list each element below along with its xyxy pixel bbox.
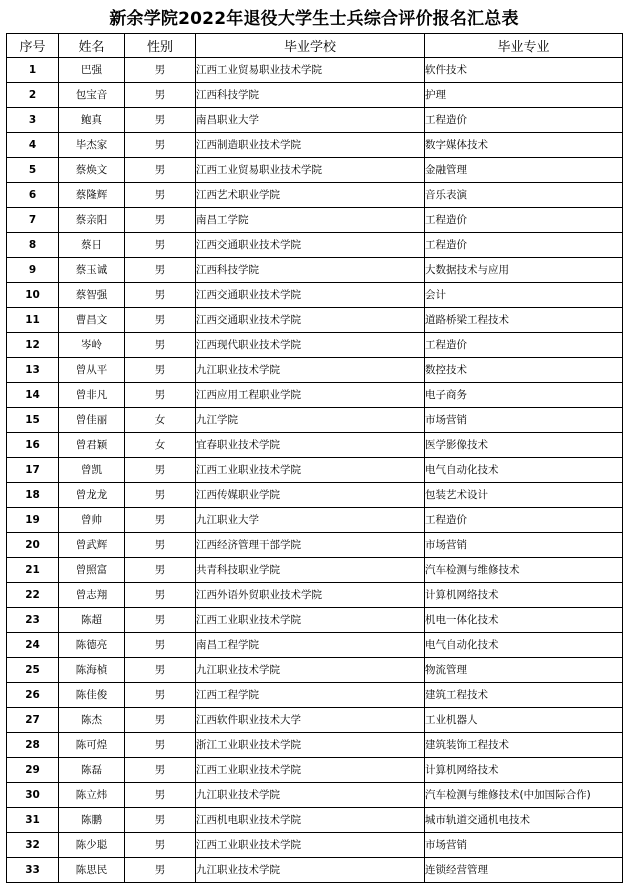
table-row: [7, 258, 623, 283]
cell-school: 江西经济管理干部学院: [196, 533, 425, 558]
cell-name: 陈杰: [59, 708, 125, 733]
table-row: [7, 408, 623, 433]
cell-sex: 男: [125, 483, 196, 508]
cell-major: 建筑装饰工程技术: [425, 733, 623, 758]
table-row: [7, 683, 623, 708]
cell-no: 23: [7, 608, 59, 633]
cell-sex: 男: [125, 58, 196, 83]
cell-no: 18: [7, 483, 59, 508]
cell-no: 19: [7, 508, 59, 533]
cell-no: 32: [7, 833, 59, 858]
table-row: [7, 808, 623, 833]
cell-school: 浙江工业职业技术学院: [196, 733, 425, 758]
cell-no: 11: [7, 308, 59, 333]
cell-sex: 男: [125, 583, 196, 608]
cell-no: 14: [7, 383, 59, 408]
cell-no: 21: [7, 558, 59, 583]
cell-no: 26: [7, 683, 59, 708]
cell-school: 九江职业技术学院: [196, 858, 425, 883]
cell-school: 江西艺术职业学院: [196, 183, 425, 208]
cell-major: 工程造价: [425, 208, 623, 233]
cell-school: 共青科技职业学院: [196, 558, 425, 583]
cell-name: 蔡隆辉: [59, 183, 125, 208]
cell-no: 3: [7, 108, 59, 133]
cell-major: 道路桥梁工程技术: [425, 308, 623, 333]
cell-sex: 女: [125, 408, 196, 433]
cell-no: 1: [7, 58, 59, 83]
cell-name: 曾龙龙: [59, 483, 125, 508]
table-row: [7, 308, 623, 333]
cell-school: 江西工业职业技术学院: [196, 833, 425, 858]
cell-no: 5: [7, 158, 59, 183]
cell-major: 机电一体化技术: [425, 608, 623, 633]
cell-school: 江西交通职业技术学院: [196, 283, 425, 308]
cell-school: 江西应用工程职业学院: [196, 383, 425, 408]
header-no: 序号: [7, 34, 59, 58]
table-row: [7, 783, 623, 808]
cell-sex: 男: [125, 758, 196, 783]
cell-name: 蔡亲阳: [59, 208, 125, 233]
cell-sex: 男: [125, 233, 196, 258]
cell-school: 江西工程学院: [196, 683, 425, 708]
cell-no: 30: [7, 783, 59, 808]
cell-school: 南昌职业大学: [196, 108, 425, 133]
cell-school: 江西现代职业技术学院: [196, 333, 425, 358]
cell-school: 江西交通职业技术学院: [196, 308, 425, 333]
header-school: 毕业学校: [196, 34, 425, 58]
cell-no: 22: [7, 583, 59, 608]
cell-sex: 男: [125, 383, 196, 408]
cell-school: 江西工业贸易职业技术学院: [196, 158, 425, 183]
cell-school: 江西制造职业技术学院: [196, 133, 425, 158]
cell-school: 九江学院: [196, 408, 425, 433]
cell-name: 巴强: [59, 58, 125, 83]
table-row: [7, 758, 623, 783]
cell-sex: 男: [125, 183, 196, 208]
cell-no: 13: [7, 358, 59, 383]
cell-sex: 男: [125, 608, 196, 633]
cell-major: 工程造价: [425, 108, 623, 133]
cell-no: 7: [7, 208, 59, 233]
cell-name: 曾照富: [59, 558, 125, 583]
cell-name: 曾志翔: [59, 583, 125, 608]
cell-major: 建筑工程技术: [425, 683, 623, 708]
cell-no: 8: [7, 233, 59, 258]
table-row: [7, 858, 623, 883]
cell-name: 曹昌文: [59, 308, 125, 333]
cell-sex: 男: [125, 358, 196, 383]
cell-name: 蔡智强: [59, 283, 125, 308]
cell-school: 江西机电职业技术学院: [196, 808, 425, 833]
table-row: [7, 108, 623, 133]
cell-sex: 男: [125, 658, 196, 683]
header-sex: 性别: [125, 34, 196, 58]
cell-major: 音乐表演: [425, 183, 623, 208]
cell-school: 南昌工程学院: [196, 633, 425, 658]
cell-name: 曾佳丽: [59, 408, 125, 433]
table-row: [7, 533, 623, 558]
cell-no: 33: [7, 858, 59, 883]
cell-school: 宜春职业技术学院: [196, 433, 425, 458]
cell-no: 24: [7, 633, 59, 658]
cell-name: 包宝音: [59, 83, 125, 108]
cell-name: 曾君颖: [59, 433, 125, 458]
cell-name: 陈磊: [59, 758, 125, 783]
cell-sex: 男: [125, 283, 196, 308]
cell-sex: 男: [125, 858, 196, 883]
cell-no: 29: [7, 758, 59, 783]
cell-sex: 男: [125, 833, 196, 858]
cell-school: 九江职业大学: [196, 508, 425, 533]
cell-school: 九江职业技术学院: [196, 783, 425, 808]
header-row: [7, 34, 623, 58]
cell-sex: 男: [125, 158, 196, 183]
table-row: [7, 733, 623, 758]
cell-school: 江西工业职业技术学院: [196, 608, 425, 633]
cell-school: 九江职业技术学院: [196, 658, 425, 683]
cell-name: 陈思民: [59, 858, 125, 883]
cell-major: 护理: [425, 83, 623, 108]
cell-school: 江西科技学院: [196, 83, 425, 108]
cell-no: 10: [7, 283, 59, 308]
cell-major: 市场营销: [425, 408, 623, 433]
cell-name: 陈立炜: [59, 783, 125, 808]
cell-sex: 男: [125, 333, 196, 358]
cell-name: 陈海楨: [59, 658, 125, 683]
cell-sex: 男: [125, 83, 196, 108]
cell-major: 电气自动化技术: [425, 633, 623, 658]
cell-name: 陈佳俊: [59, 683, 125, 708]
cell-sex: 男: [125, 708, 196, 733]
table-row: [7, 358, 623, 383]
table-row: [7, 383, 623, 408]
cell-school: 江西工业职业技术学院: [196, 758, 425, 783]
cell-no: 31: [7, 808, 59, 833]
table-row: [7, 583, 623, 608]
cell-name: 曾非凡: [59, 383, 125, 408]
cell-major: 市场营销: [425, 533, 623, 558]
table-row: [7, 458, 623, 483]
cell-major: 城市轨道交通机电技术: [425, 808, 623, 833]
cell-sex: 男: [125, 308, 196, 333]
cell-major: 物流管理: [425, 658, 623, 683]
cell-school: 江西科技学院: [196, 258, 425, 283]
table-row: [7, 333, 623, 358]
cell-sex: 男: [125, 208, 196, 233]
cell-no: 28: [7, 733, 59, 758]
document-title: 新余学院2022年退役大学生士兵综合评价报名汇总表: [109, 9, 519, 29]
cell-sex: 男: [125, 458, 196, 483]
header-major: 毕业专业: [425, 34, 623, 58]
cell-school: 江西软件职业技术大学: [196, 708, 425, 733]
cell-sex: 男: [125, 633, 196, 658]
table-row: [7, 433, 623, 458]
cell-name: 曾武辉: [59, 533, 125, 558]
cell-sex: 男: [125, 683, 196, 708]
table-row: [7, 633, 623, 658]
cell-name: 岑岭: [59, 333, 125, 358]
roster-body: [7, 58, 623, 883]
cell-major: 数控技术: [425, 358, 623, 383]
table-row: [7, 558, 623, 583]
cell-no: 4: [7, 133, 59, 158]
cell-major: 金融管理: [425, 158, 623, 183]
cell-sex: 男: [125, 533, 196, 558]
cell-no: 6: [7, 183, 59, 208]
cell-name: 陈可煌: [59, 733, 125, 758]
cell-name: 陈超: [59, 608, 125, 633]
cell-sex: 男: [125, 508, 196, 533]
cell-name: 陈少聪: [59, 833, 125, 858]
cell-no: 12: [7, 333, 59, 358]
cell-name: 陈德亮: [59, 633, 125, 658]
cell-no: 20: [7, 533, 59, 558]
cell-name: 蔡日: [59, 233, 125, 258]
cell-school: 江西外语外贸职业技术学院: [196, 583, 425, 608]
cell-name: 曾从平: [59, 358, 125, 383]
cell-school: 江西传媒职业学院: [196, 483, 425, 508]
cell-major: 工程造价: [425, 508, 623, 533]
cell-major: 汽车检测与维修技术: [425, 558, 623, 583]
table-row: [7, 283, 623, 308]
cell-major: 大数据技术与应用: [425, 258, 623, 283]
cell-sex: 男: [125, 258, 196, 283]
cell-major: 计算机网络技术: [425, 758, 623, 783]
table-row: [7, 508, 623, 533]
table-row: [7, 233, 623, 258]
roster-table: [6, 33, 623, 883]
cell-sex: 男: [125, 808, 196, 833]
cell-major: 会计: [425, 283, 623, 308]
cell-name: 鲍真: [59, 108, 125, 133]
cell-major: 医学影像技术: [425, 433, 623, 458]
cell-name: 曾帅: [59, 508, 125, 533]
cell-no: 2: [7, 83, 59, 108]
cell-major: 汽车检测与维修技术(中加国际合作): [425, 783, 623, 808]
cell-major: 软件技术: [425, 58, 623, 83]
cell-major: 工程造价: [425, 233, 623, 258]
cell-name: 陈鹏: [59, 808, 125, 833]
table-row: [7, 133, 623, 158]
table-row: [7, 158, 623, 183]
cell-sex: 男: [125, 558, 196, 583]
cell-major: 包装艺术设计: [425, 483, 623, 508]
cell-sex: 男: [125, 733, 196, 758]
cell-sex: 男: [125, 108, 196, 133]
cell-school: 江西交通职业技术学院: [196, 233, 425, 258]
cell-school: 江西工业职业技术学院: [196, 458, 425, 483]
cell-school: 南昌工学院: [196, 208, 425, 233]
header-name: 姓名: [59, 34, 125, 58]
table-row: [7, 608, 623, 633]
table-row: [7, 208, 623, 233]
cell-no: 9: [7, 258, 59, 283]
table-row: [7, 483, 623, 508]
cell-major: 电气自动化技术: [425, 458, 623, 483]
table-row: [7, 708, 623, 733]
cell-major: 数字媒体技术: [425, 133, 623, 158]
cell-major: 计算机网络技术: [425, 583, 623, 608]
table-row: [7, 658, 623, 683]
cell-no: 27: [7, 708, 59, 733]
cell-no: 15: [7, 408, 59, 433]
cell-major: 连锁经营管理: [425, 858, 623, 883]
cell-major: 工程造价: [425, 333, 623, 358]
table-row: [7, 833, 623, 858]
cell-no: 25: [7, 658, 59, 683]
cell-major: 市场营销: [425, 833, 623, 858]
cell-name: 蔡焕文: [59, 158, 125, 183]
cell-major: 电子商务: [425, 383, 623, 408]
table-row: [7, 83, 623, 108]
cell-sex: 男: [125, 133, 196, 158]
cell-name: 蔡玉诚: [59, 258, 125, 283]
cell-sex: 男: [125, 783, 196, 808]
cell-no: 17: [7, 458, 59, 483]
cell-name: 曾凯: [59, 458, 125, 483]
cell-sex: 女: [125, 433, 196, 458]
cell-name: 毕杰家: [59, 133, 125, 158]
table-row: [7, 58, 623, 83]
cell-no: 16: [7, 433, 59, 458]
cell-school: 江西工业贸易职业技术学院: [196, 58, 425, 83]
cell-major: 工业机器人: [425, 708, 623, 733]
table-row: [7, 183, 623, 208]
cell-school: 九江职业技术学院: [196, 358, 425, 383]
